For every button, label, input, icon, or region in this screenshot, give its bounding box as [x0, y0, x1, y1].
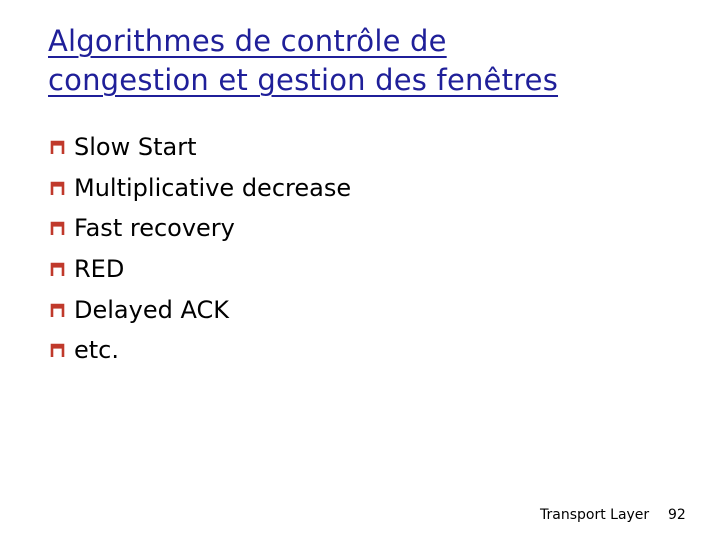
bullet-text: RED: [74, 255, 125, 284]
red-box-bullet-icon: [50, 221, 66, 237]
red-box-bullet-icon: [50, 343, 66, 359]
red-box-bullet-icon: [50, 303, 66, 319]
footer-label: Transport Layer: [540, 507, 650, 523]
bullet-item: [50, 249, 351, 290]
bullet-item: [50, 127, 351, 168]
slide-title-line-2: congestion et gestion des fenêtres: [48, 63, 559, 97]
bullet-text: Slow Start: [74, 133, 197, 162]
bullet-text: Fast recovery: [74, 214, 235, 243]
bullet-text: Delayed ACK: [74, 295, 229, 324]
red-box-bullet-icon: [50, 140, 66, 156]
bullet-item: [50, 168, 351, 209]
bullet-text: Multiplicative decrease: [74, 173, 352, 202]
bullet-item: [50, 330, 351, 371]
page-number: 92: [668, 507, 686, 523]
bullet-list: [50, 127, 351, 371]
slide-title-line-1: Algorithmes de contrôle de: [48, 24, 447, 58]
bullet-item: [50, 208, 351, 249]
bullet-item: [50, 289, 351, 330]
red-box-bullet-icon: [50, 181, 66, 197]
bullet-text: etc.: [74, 336, 119, 365]
red-box-bullet-icon: [50, 262, 66, 278]
slide-title: [48, 22, 688, 100]
